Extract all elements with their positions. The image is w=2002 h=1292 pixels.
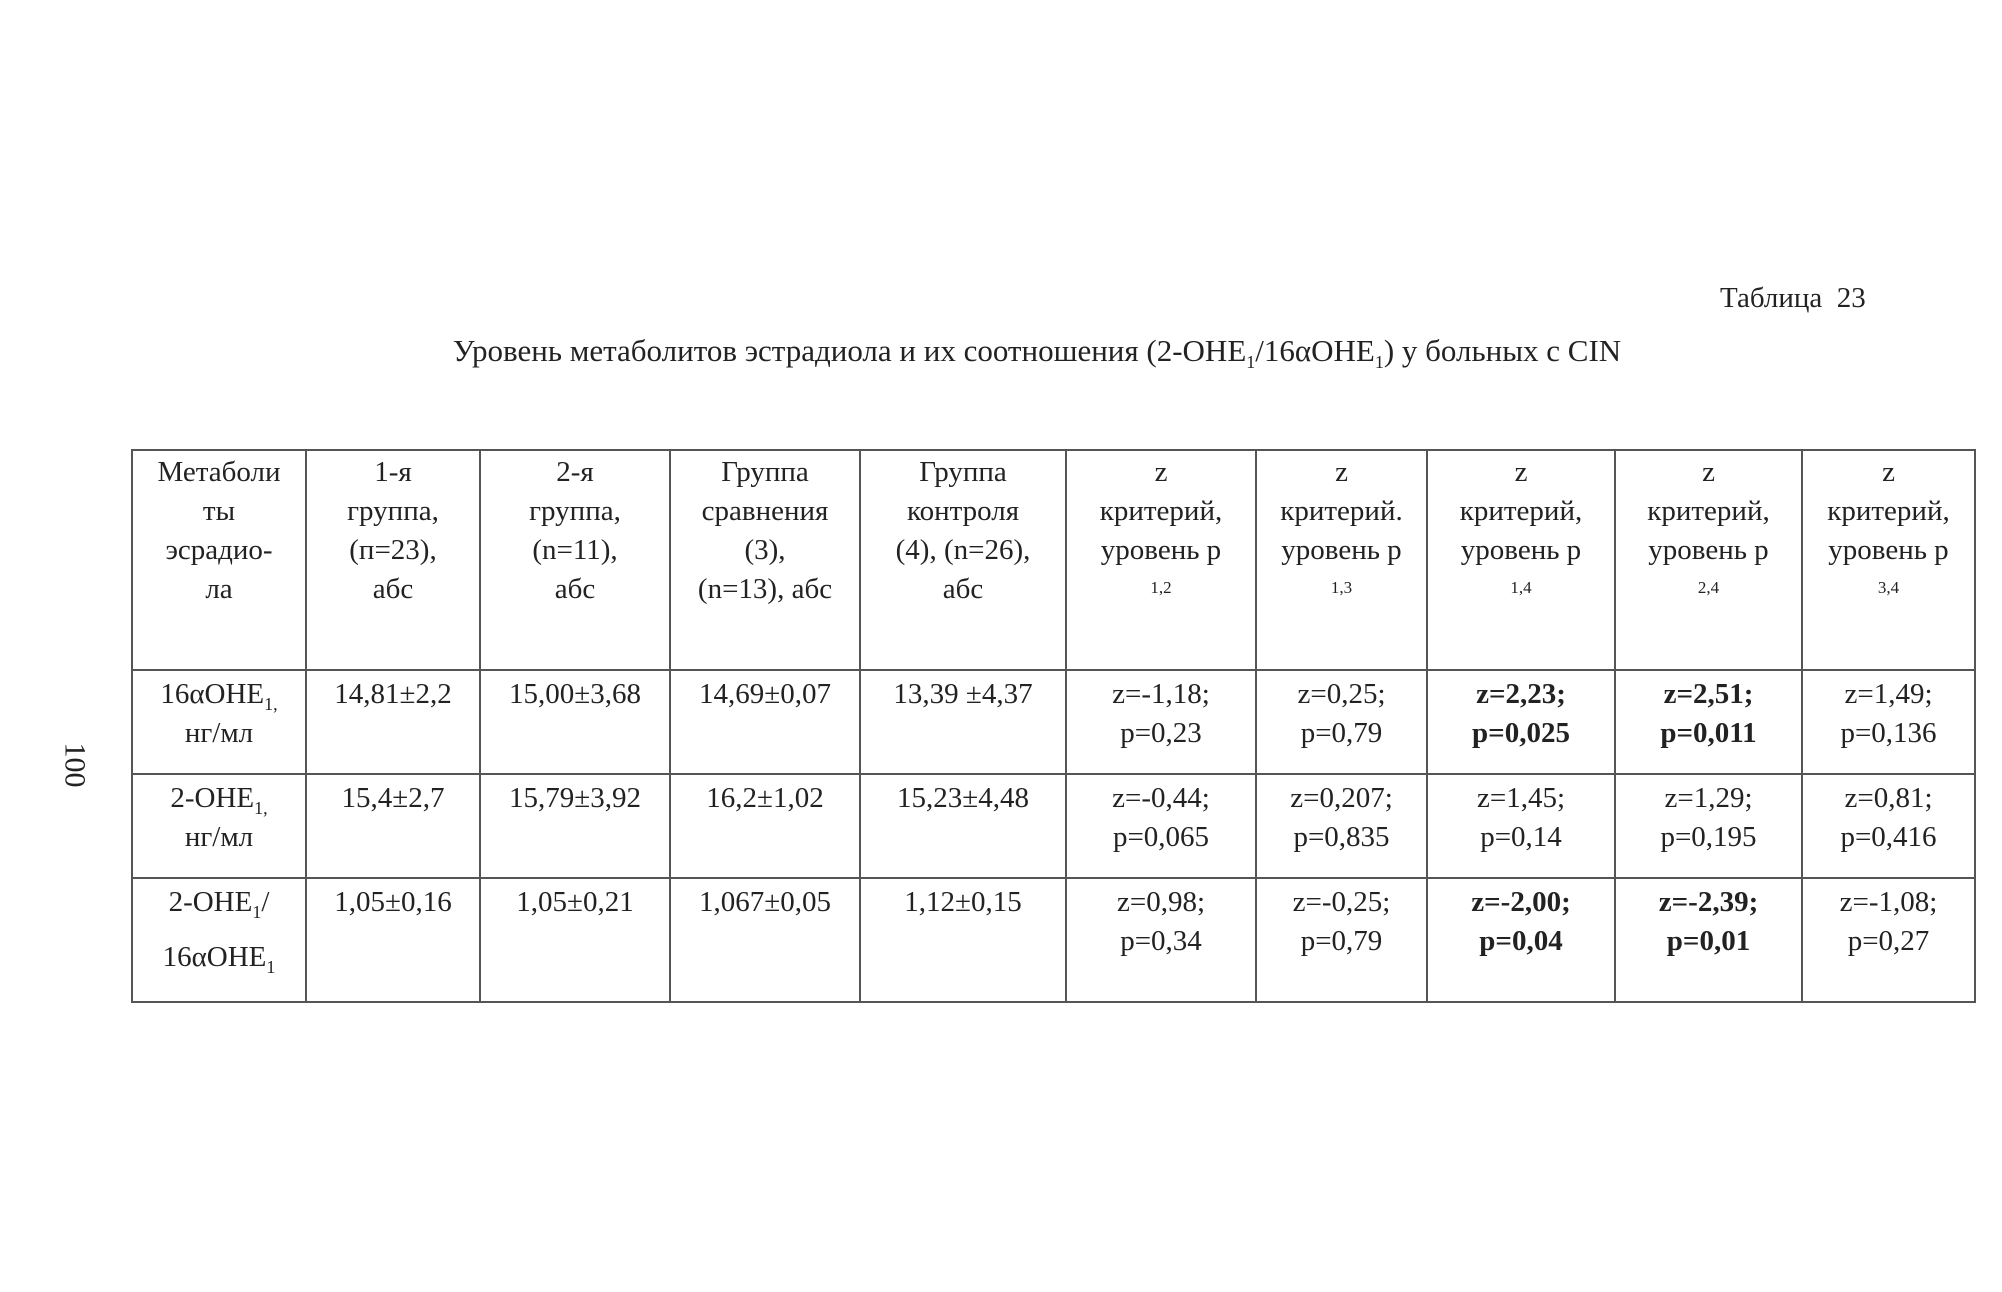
row-label: 16αOHE$_{1,}$ нг/мл	[132, 670, 306, 774]
cell-comparison-group: 1,067±0,05	[670, 878, 860, 1002]
cell-control-group: 13,39 ±4,37	[860, 670, 1066, 774]
page-number: 100	[58, 742, 92, 788]
table-row-ratio	[132, 878, 1975, 1002]
cell-z-2-4: z=2,51; p=0,011	[1615, 670, 1802, 774]
table-caption	[0, 333, 2002, 373]
cell-z-1-3: z=0,25; p=0,79	[1256, 670, 1427, 774]
cell-z-3-4: z=-1,08; p=0,27	[1802, 878, 1975, 1002]
cell-z-1-2: z=-1,18; p=0,23	[1066, 670, 1256, 774]
cell-group-1: 1,05±0,16	[306, 878, 480, 1002]
cell-z-2-4: z=1,29; p=0,195	[1615, 774, 1802, 878]
header-z-1-3: z критерий. уровень р 1,3	[1256, 450, 1427, 670]
metabolites-table	[131, 449, 1976, 1003]
header-metabolites: Метаболи ты эсрадио- ла	[132, 450, 306, 670]
header-group-2: 2-я группа, (n=11), абс	[480, 450, 670, 670]
cell-group-1: 14,81±2,2	[306, 670, 480, 774]
cell-z-3-4: z=0,81; p=0,416	[1802, 774, 1975, 878]
cell-group-2: 15,00±3,68	[480, 670, 670, 774]
header-comparison-group: Группа сравнения (3), (n=13), абс	[670, 450, 860, 670]
cell-comparison-group: 14,69±0,07	[670, 670, 860, 774]
cell-z-1-2: z=0,98; p=0,34	[1066, 878, 1256, 1002]
table-row-16aohe1	[132, 670, 1975, 774]
cell-z-1-3: z=0,207; p=0,835	[1256, 774, 1427, 878]
cell-z-1-3: z=-0,25; p=0,79	[1256, 878, 1427, 1002]
row-label: $2-OHE_{1,}$ нг/мл	[132, 774, 306, 878]
header-z-2-4: z критерий, уровень р 2,4	[1615, 450, 1802, 670]
table-row-2ohe1	[132, 774, 1975, 878]
header-z-1-2: z критерий, уровень р 1,2	[1066, 450, 1256, 670]
header-z-1-4: z критерий, уровень р 1,4	[1427, 450, 1615, 670]
cell-z-1-4: z=2,23; p=0,025	[1427, 670, 1615, 774]
caption-text-middle: /16αOHE	[1255, 333, 1375, 368]
cell-control-group: 1,12±0,15	[860, 878, 1066, 1002]
caption-subscript-1: 1	[1246, 352, 1256, 373]
caption-subscript-2: 1	[1374, 352, 1384, 373]
caption-text-start: Уровень метаболитов эстрадиола и их соотношения (2-OHE	[452, 333, 1247, 368]
header-control-group: Группа контроля (4), (n=26), абс	[860, 450, 1066, 670]
cell-z-1-4: z=1,45; p=0,14	[1427, 774, 1615, 878]
cell-z-1-4: z=-2,00; p=0,04	[1427, 878, 1615, 1002]
cell-z-2-4: z=-2,39; p=0,01	[1615, 878, 1802, 1002]
header-z-3-4: z критерий, уровень р 3,4	[1802, 450, 1975, 670]
caption-text-end: ) у больных с CIN	[1383, 333, 1622, 368]
table-header-row	[132, 450, 1975, 670]
cell-z-3-4: z=1,49; p=0,136	[1802, 670, 1975, 774]
cell-group-1: 15,4±2,7	[306, 774, 480, 878]
header-group-1: 1-я группа, (п=23), абс	[306, 450, 480, 670]
cell-control-group: 15,23±4,48	[860, 774, 1066, 878]
cell-group-2: 15,79±3,92	[480, 774, 670, 878]
row-label: $2-OHE_1/$ 16αOHE$_1$	[132, 878, 306, 1002]
table-number-label: Таблица 23	[1720, 282, 1866, 314]
cell-z-1-2: z=-0,44; p=0,065	[1066, 774, 1256, 878]
cell-comparison-group: 16,2±1,02	[670, 774, 860, 878]
cell-group-2: 1,05±0,21	[480, 878, 670, 1002]
